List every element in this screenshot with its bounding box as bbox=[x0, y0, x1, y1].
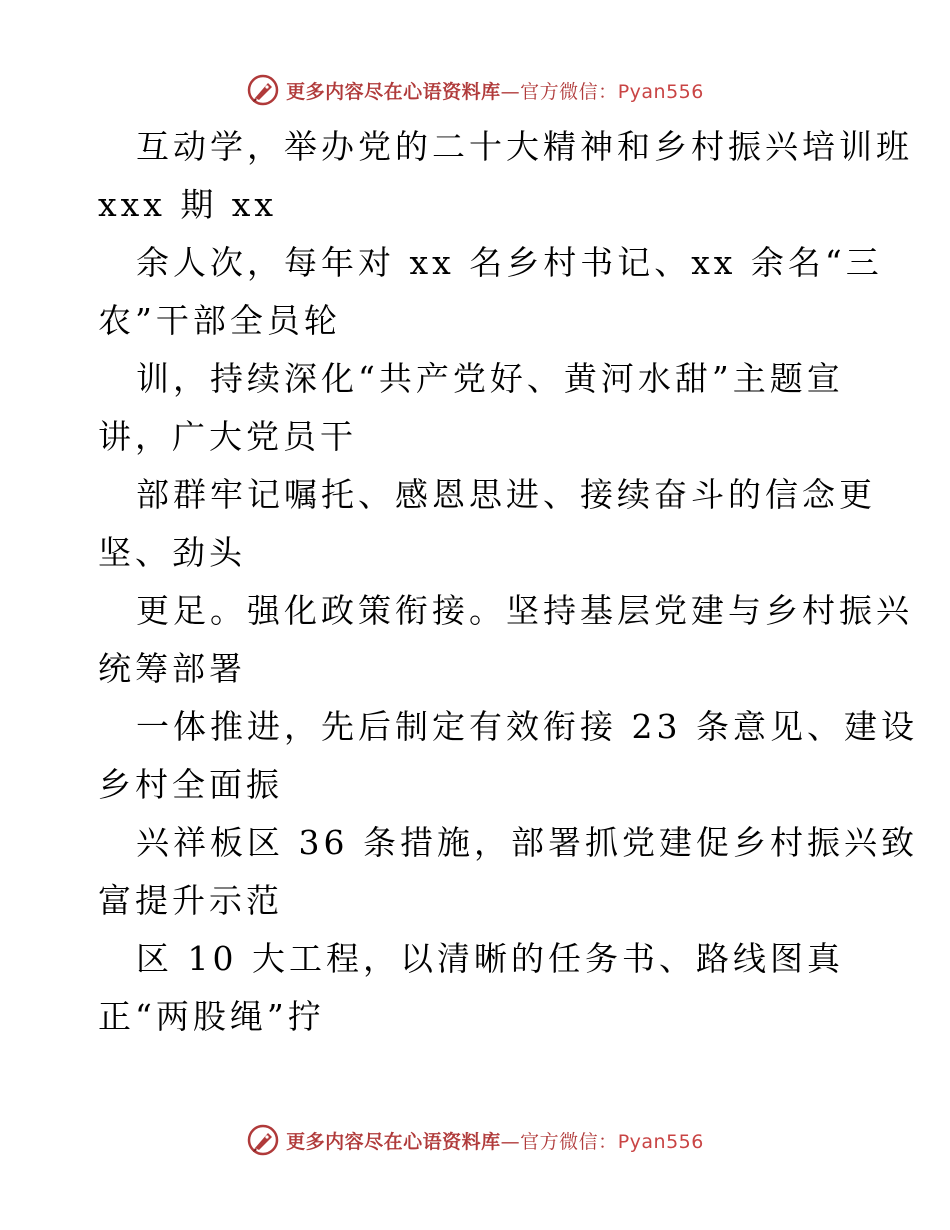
pen-nib-logo-icon bbox=[246, 1123, 280, 1157]
paragraph-continuation-line: 乡村全面振 bbox=[98, 765, 283, 804]
paragraph-continuation-line: 统筹部署 bbox=[98, 649, 246, 688]
footer-contact-label: 官方微信： bbox=[520, 1130, 618, 1153]
footer-banner bbox=[0, 1120, 950, 1160]
paragraph-continuation-line: 富提升示范 bbox=[98, 881, 283, 920]
footer-brand: 更多内容尽在心语资料库 bbox=[286, 1130, 501, 1153]
header-brand: 更多内容尽在心语资料库 bbox=[286, 80, 501, 103]
paragraph-first-line: 兴祥板区 36 条措施，部署抓党建促乡村振兴致 bbox=[136, 823, 918, 862]
document-body bbox=[98, 118, 918, 1046]
paragraph-first-line: 互动学，举办党的二十大精神和乡村振兴培训班 bbox=[136, 127, 913, 166]
paragraph bbox=[98, 582, 913, 698]
paragraph-continuation-line: 正“两股绳”拧 bbox=[98, 997, 325, 1036]
paragraph-first-line: 余人次，每年对 xx 名乡村书记、xx 余名“三 bbox=[136, 243, 883, 282]
pen-nib-logo-icon bbox=[246, 73, 280, 107]
paragraph-first-line: 更足。强化政策衔接。坚持基层党建与乡村振兴 bbox=[136, 591, 913, 630]
paragraph-continuation-line: 农”干部全员轮 bbox=[98, 301, 341, 340]
header-contact-id: Pyan556 bbox=[617, 80, 704, 103]
paragraph-first-line: 部群牢记嘱托、感恩思进、接续奋斗的信念更 bbox=[136, 475, 876, 514]
footer-separator: — bbox=[500, 1130, 521, 1153]
paragraph-first-line: 训，持续深化“共产党好、黄河水甜”主题宣 bbox=[136, 359, 844, 398]
paragraph-continuation-line: 坚、劲头 bbox=[98, 533, 246, 572]
paragraph bbox=[98, 466, 876, 582]
paragraph-continuation-line: 讲，广大党员干 bbox=[98, 417, 357, 456]
paragraph bbox=[98, 234, 883, 350]
paragraph bbox=[98, 930, 868, 1046]
paragraph bbox=[98, 118, 913, 234]
header-separator: — bbox=[500, 80, 521, 103]
paragraph-first-line: 一体推进，先后制定有效衔接 23 条意见、建设 bbox=[136, 707, 918, 746]
header-banner-text bbox=[286, 77, 704, 104]
footer-banner-text bbox=[286, 1127, 704, 1154]
paragraph bbox=[98, 814, 918, 930]
header-banner bbox=[0, 70, 950, 110]
paragraph bbox=[98, 350, 868, 466]
paragraph-continuation-line: xxx 期 xx bbox=[98, 185, 278, 224]
footer-contact-id: Pyan556 bbox=[617, 1130, 704, 1153]
header-contact-label: 官方微信： bbox=[520, 80, 618, 103]
paragraph-first-line: 区 10 大工程，以清晰的任务书、路线图真 bbox=[136, 939, 844, 978]
paragraph bbox=[98, 698, 918, 814]
